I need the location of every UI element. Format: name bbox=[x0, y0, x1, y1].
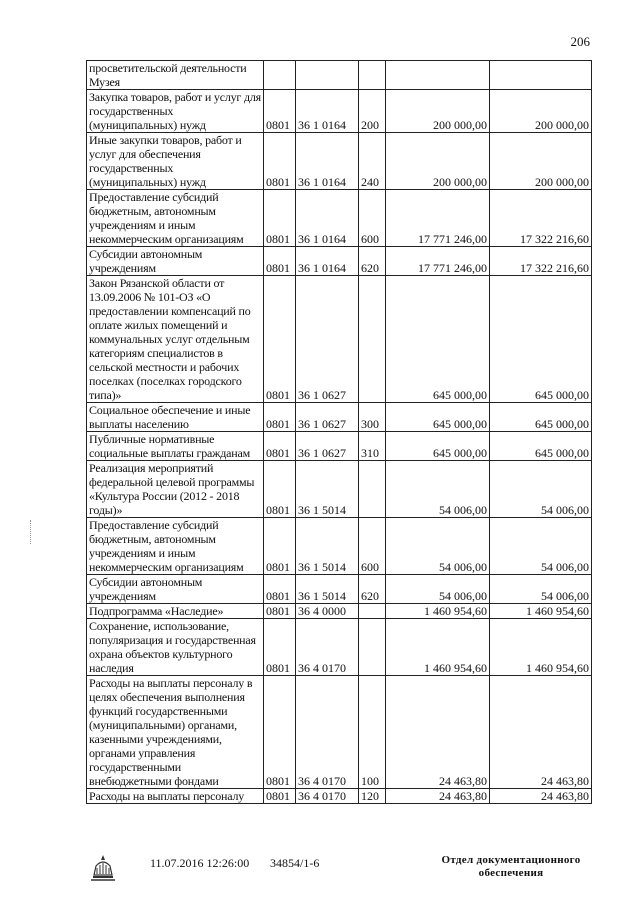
row-amount-2: 645 000,00 bbox=[490, 403, 592, 432]
row-name: Расходы на выплаты персоналу в целях обеспечения выполнения функций государственными (муниципальными) органами, казенными учреждениями, органами управления государственными внебюджетными фондами bbox=[87, 676, 264, 789]
row-amount-1: 17 771 246,00 bbox=[386, 190, 490, 247]
table-row bbox=[87, 518, 592, 575]
row-section: 0801 bbox=[264, 90, 296, 133]
table-row bbox=[87, 676, 592, 789]
row-section: 0801 bbox=[264, 432, 296, 461]
table-row bbox=[87, 461, 592, 518]
row-name: Реализация мероприятий федеральной целевой программы «Культура России (2012 - 2018 годы)» bbox=[87, 461, 264, 518]
table-row bbox=[87, 90, 592, 133]
table-row bbox=[87, 247, 592, 276]
row-amount-1: 200 000,00 bbox=[386, 133, 490, 190]
row-amount-2: 17 322 216,60 bbox=[490, 247, 592, 276]
table-row bbox=[87, 789, 592, 804]
row-amount-2: 54 006,00 bbox=[490, 518, 592, 575]
table-row bbox=[87, 619, 592, 676]
row-expense-type bbox=[359, 276, 386, 403]
row-amount-2: 24 463,80 bbox=[490, 676, 592, 789]
row-amount-2 bbox=[490, 61, 592, 90]
row-section: 0801 bbox=[264, 619, 296, 676]
row-name: просветительской деятельности Музея bbox=[87, 61, 264, 90]
row-target-article: 36 1 0164 bbox=[296, 190, 359, 247]
row-section bbox=[264, 61, 296, 90]
row-target-article: 36 1 0164 bbox=[296, 133, 359, 190]
row-expense-type: 100 bbox=[359, 676, 386, 789]
row-amount-2: 645 000,00 bbox=[490, 276, 592, 403]
row-name: Предоставление субсидий бюджетным, автономным учреждениям и иным некоммерческим организациям bbox=[87, 190, 264, 247]
table-row bbox=[87, 604, 592, 619]
row-name: Закон Рязанской области от 13.09.2006 № 101-ОЗ «О предоставлении компенсаций по оплате жилых помещений и коммунальных услуг отдельным категориям специалистов в сельской местности и рабочих поселках (поселках городского типа)» bbox=[87, 276, 264, 403]
row-amount-2: 54 006,00 bbox=[490, 461, 592, 518]
row-amount-1: 54 006,00 bbox=[386, 461, 490, 518]
row-expense-type bbox=[359, 461, 386, 518]
row-amount-1: 24 463,80 bbox=[386, 676, 490, 789]
table-row bbox=[87, 403, 592, 432]
row-name: Субсидии автономным учреждениям bbox=[87, 575, 264, 604]
row-section: 0801 bbox=[264, 604, 296, 619]
row-section: 0801 bbox=[264, 461, 296, 518]
row-amount-1: 1 460 954,60 bbox=[386, 619, 490, 676]
row-expense-type: 200 bbox=[359, 90, 386, 133]
row-name: Предоставление субсидий бюджетным, автономным учреждениям и иным некоммерческим организациям bbox=[87, 518, 264, 575]
page-footer bbox=[0, 850, 640, 900]
footer-doc-number: 34854/1-6 bbox=[270, 856, 320, 870]
row-amount-1: 645 000,00 bbox=[386, 432, 490, 461]
row-section: 0801 bbox=[264, 133, 296, 190]
row-target-article: 36 1 5014 bbox=[296, 575, 359, 604]
footer-date: 11.07.2016 12:26:00 bbox=[150, 856, 250, 870]
row-target-article: 36 4 0000 bbox=[296, 604, 359, 619]
table-row bbox=[87, 61, 592, 90]
row-section: 0801 bbox=[264, 575, 296, 604]
row-expense-type: 300 bbox=[359, 403, 386, 432]
row-amount-1: 54 006,00 bbox=[386, 575, 490, 604]
row-target-article: 36 1 0164 bbox=[296, 90, 359, 133]
row-expense-type: 240 bbox=[359, 133, 386, 190]
margin-mark bbox=[30, 520, 33, 544]
row-name: Социальное обеспечение и иные выплаты населению bbox=[87, 403, 264, 432]
row-name: Субсидии автономным учреждениям bbox=[87, 247, 264, 276]
row-expense-type bbox=[359, 619, 386, 676]
row-expense-type bbox=[359, 61, 386, 90]
row-expense-type bbox=[359, 604, 386, 619]
row-amount-2: 24 463,80 bbox=[490, 789, 592, 804]
row-expense-type: 310 bbox=[359, 432, 386, 461]
budget-table-body bbox=[87, 61, 592, 804]
emblem-icon bbox=[88, 852, 118, 882]
row-amount-2: 1 460 954,60 bbox=[490, 604, 592, 619]
row-expense-type: 120 bbox=[359, 789, 386, 804]
row-amount-1: 24 463,80 bbox=[386, 789, 490, 804]
row-section: 0801 bbox=[264, 789, 296, 804]
row-name: Сохранение, использование, популяризация и государственная охрана объектов культурного наследия bbox=[87, 619, 264, 676]
row-expense-type: 620 bbox=[359, 575, 386, 604]
row-expense-type: 600 bbox=[359, 190, 386, 247]
row-section: 0801 bbox=[264, 676, 296, 789]
row-name: Публичные нормативные социальные выплаты гражданам bbox=[87, 432, 264, 461]
row-amount-1: 17 771 246,00 bbox=[386, 247, 490, 276]
table-row bbox=[87, 190, 592, 247]
row-target-article: 36 1 0164 bbox=[296, 247, 359, 276]
row-expense-type: 600 bbox=[359, 518, 386, 575]
row-section: 0801 bbox=[264, 190, 296, 247]
row-amount-2: 200 000,00 bbox=[490, 133, 592, 190]
footer-department: Отдел документационного обеспечения bbox=[441, 854, 581, 879]
row-amount-2: 17 322 216,60 bbox=[490, 190, 592, 247]
table-row bbox=[87, 575, 592, 604]
row-amount-1: 1 460 954,60 bbox=[386, 604, 490, 619]
row-target-article: 36 1 0627 bbox=[296, 432, 359, 461]
row-target-article: 36 4 0170 bbox=[296, 619, 359, 676]
row-target-article: 36 1 5014 bbox=[296, 518, 359, 575]
row-target-article bbox=[296, 61, 359, 90]
row-target-article: 36 1 0627 bbox=[296, 403, 359, 432]
row-name: Закупка товаров, работ и услуг для государственных (муниципальных) нужд bbox=[87, 90, 264, 133]
row-amount-1: 54 006,00 bbox=[386, 518, 490, 575]
table-row bbox=[87, 276, 592, 403]
row-amount-2: 200 000,00 bbox=[490, 90, 592, 133]
row-target-article: 36 1 0627 bbox=[296, 276, 359, 403]
row-target-article: 36 4 0170 bbox=[296, 789, 359, 804]
row-target-article: 36 1 5014 bbox=[296, 461, 359, 518]
row-section: 0801 bbox=[264, 403, 296, 432]
row-name: Иные закупки товаров, работ и услуг для обеспечения государственных (муниципальных) нужд bbox=[87, 133, 264, 190]
row-amount-2: 1 460 954,60 bbox=[490, 619, 592, 676]
row-name: Подпрограмма «Наследие» bbox=[87, 604, 264, 619]
row-amount-1: 200 000,00 bbox=[386, 90, 490, 133]
row-amount-1: 645 000,00 bbox=[386, 276, 490, 403]
table-row bbox=[87, 432, 592, 461]
row-amount-2: 645 000,00 bbox=[490, 432, 592, 461]
budget-table bbox=[86, 60, 592, 804]
row-amount-2: 54 006,00 bbox=[490, 575, 592, 604]
row-section: 0801 bbox=[264, 276, 296, 403]
table-row bbox=[87, 133, 592, 190]
row-target-article: 36 4 0170 bbox=[296, 676, 359, 789]
row-section: 0801 bbox=[264, 518, 296, 575]
row-name: Расходы на выплаты персоналу bbox=[87, 789, 264, 804]
row-amount-1: 645 000,00 bbox=[386, 403, 490, 432]
page-number: 206 bbox=[570, 34, 590, 49]
row-amount-1 bbox=[386, 61, 490, 90]
row-expense-type: 620 bbox=[359, 247, 386, 276]
row-section: 0801 bbox=[264, 247, 296, 276]
